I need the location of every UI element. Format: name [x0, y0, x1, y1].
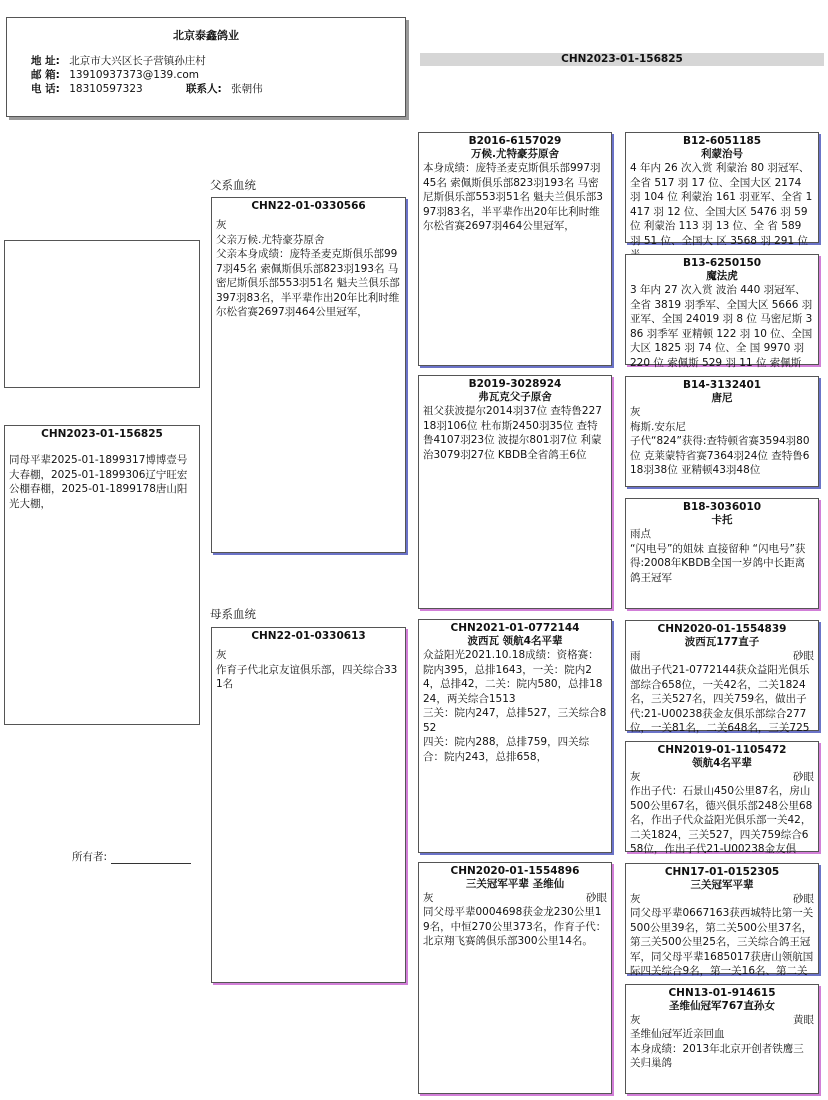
dd-eye: 砂眼 [586, 892, 607, 904]
ggd-ssd-card [625, 254, 819, 369]
loft-phone-row [31, 82, 263, 96]
sire-section-label: 父系血统 [210, 178, 256, 192]
phone-label: 电 话: [31, 83, 60, 95]
sire-card [211, 197, 406, 553]
ss-ring: B2016-6157029 [468, 135, 562, 147]
dss-color-row [626, 649, 818, 663]
dd-ring: CHN2020-01-1554896 [450, 865, 580, 877]
sss-ring: B12-6051185 [682, 135, 762, 147]
dd-color-row [419, 891, 611, 905]
dsd-name: 领航4名平辈 [692, 757, 752, 769]
ggd-sdd-card [625, 498, 819, 609]
owner-label: 所有者: [72, 851, 108, 863]
sss-text: 4 年内 26 次入赏 利蒙治 80 羽冠军、全省 517 羽 17 位、全国大区 2174 羽 104 位 利蒙治 161 羽亚军、全省 1417 羽 12 位、全国大区 5476 羽 59 位 利蒙治 113 羽 13 位、全 省 589 羽 51 位、全国大 区 3568 羽 291 位 [630, 162, 813, 247]
ggs-dss-card [625, 620, 819, 734]
ggd-dsd-card [625, 741, 819, 855]
dds-name: 三关冠军平辈 [690, 879, 754, 891]
dsd-eye: 砂眼 [793, 771, 814, 783]
ss-text: 本身成绩：庞特圣麦克斯俱乐部997羽45名 索佩斯俱乐部823羽193名 马密尼斯俱乐部553羽51名 魁夫兰俱乐部397羽83名，半平辈作出20年比利时维尔松省赛2697羽464公里冠军， [423, 162, 603, 232]
ds-text: 众益阳光2021.10.18成绩：资格赛：院内395，总排1643，一关：院内24，总排42，二关：院内580，总排1824，两关综合1513 三关：院内247，总排527，三关综合852 四关：院内288，总排759，四关综合：院内243，总排658， [423, 649, 607, 763]
ssd-text: 3 年内 27 次入赏 波治 440 羽冠军、全省 3819 羽季军、全国大区 5666 羽亚军、全国 24019 羽 8 位 马密尼斯 386 羽季军 亚精顿 122 羽 10 位、全国大区 1825 羽 74 位、全 国 9970 羽 220 位 索佩斯 529 羽 11 位 索佩斯 [630, 284, 813, 369]
ggs-sss-card [625, 132, 819, 247]
subject-ring: CHN2023-01-156825 [41, 428, 163, 440]
sd-name: 弗瓦克父子原舍 [478, 391, 552, 403]
sss-name: 利蒙治号 [701, 148, 743, 160]
sire-color: 灰 [216, 219, 227, 231]
dss-color: 雨 [630, 650, 641, 662]
ss-name: 万候.尤特豪芬原舍 [471, 148, 559, 160]
address-label: 地 址: [31, 55, 60, 67]
ssd-name: 魔法虎 [706, 270, 738, 282]
ggs-sds-card [625, 376, 819, 487]
sds-ring: B14-3132401 [682, 379, 762, 391]
granddam-maternal-card [418, 862, 612, 1094]
sds-text: 梅斯.安东尼 子代“824”获得:查特顿省赛3594羽80位 克莱蒙特省赛7364羽24位 查特鲁618羽38位 亚精顿43羽48位 [630, 420, 810, 476]
header-ring-bar: CHN2023-01-156825 [420, 53, 824, 66]
dds-color-row [626, 892, 818, 906]
dd-text: 同父母平辈0004698获金龙230公里19名，中恒270公里373名，作育子代：北京翔飞赛鸽俱乐部300公里14名。 [423, 906, 607, 947]
dds-ring: CHN17-01-0152305 [664, 866, 780, 878]
email-value: 13910937373@139.com [69, 69, 199, 81]
sdd-text: “闪电号”的姐妹 直接留种 “闪电号”获得:2008年KBDB全国一岁鸽中长距离鸽王冠军 [630, 542, 806, 584]
dss-text: 做出子代21-0772144获众益阳光俱乐部综合658位，一关42名，二关1824名，三关527名，四关759名，做出子代:21-U00238获金友俱乐部综合277位，一关81名，二关648名，三关725 [630, 664, 810, 734]
owner-row [72, 849, 191, 864]
loft-email-row [31, 68, 199, 82]
dds-eye: 砂眼 [793, 893, 814, 905]
loft-info-panel [6, 17, 406, 117]
ssd-ring: B13-6250150 [682, 257, 762, 269]
granddam-paternal-card [418, 375, 612, 609]
pigeon-photo-frame [4, 240, 200, 388]
dam-color: 灰 [216, 649, 227, 661]
sd-ring: B2019-3028924 [468, 378, 562, 390]
dsd-text: 作出子代：石景山450公里87名，房山500公里67名，德兴俱乐部248公里68名，作出子代众益阳光俱乐部一关42，二关1824，三关527，四关759综合658位，作出子代21-U00238金友俱 [630, 785, 813, 855]
dam-text: 作育子代北京友谊俱乐部，四关综合331名 [216, 663, 398, 690]
grandsire-maternal-card [418, 619, 612, 853]
dss-name: 波西瓦177直子 [684, 636, 760, 648]
dsd-color: 灰 [630, 771, 641, 783]
dss-eye: 砂眼 [793, 650, 814, 662]
address-value: 北京市大兴区长子营镇孙庄村 [69, 55, 206, 67]
dam-card [211, 627, 406, 983]
ddd-ring: CHN13-01-914615 [668, 987, 776, 999]
ggs-dds-card [625, 863, 819, 977]
ddd-text: 圣维仙冠军近亲回血 本身成绩：2013年北京开创者铁鹰三关归巢鸽 [630, 1028, 804, 1069]
contact-label: 联系人: [186, 83, 222, 95]
dds-text: 同父母平辈0667163获西城特比第一关500公里39名，第二关500公里37名，第三关500公里25名，三关综合鸽王冠军，同父母平辈1685017获唐山领航国际四关综合9名，第一关16名、第二关 [630, 907, 814, 977]
sire-ring: CHN22-01-0330566 [251, 200, 366, 212]
ds-ring: CHN2021-01-0772144 [450, 622, 580, 634]
dam-section-label: 母系血统 [210, 607, 256, 621]
loft-title: 北京泰鑫鸽业 [173, 29, 239, 42]
dd-color: 灰 [423, 892, 434, 904]
sdd-ring: B18-3036010 [682, 501, 762, 513]
sds-name: 唐尼 [711, 392, 733, 404]
ddd-eye: 黄眼 [793, 1014, 814, 1026]
ggd-ddd-card [625, 984, 819, 1094]
ds-name: 波西瓦 领航4名平辈 [467, 635, 563, 647]
dds-color: 灰 [630, 893, 641, 905]
phone-value: 18310597323 [69, 83, 143, 95]
dsd-color-row [626, 770, 818, 784]
subject-text: 同母平辈2025-01-1899317博博壹号大春棚，2025-01-1899306辽宁旺宏公棚春棚，2025-01-1899178唐山阳光大棚， [9, 454, 188, 510]
email-label: 邮 箱: [31, 69, 60, 81]
dam-ring: CHN22-01-0330613 [251, 630, 366, 642]
dsd-ring: CHN2019-01-1105472 [657, 744, 787, 756]
ddd-color: 灰 [630, 1014, 641, 1026]
sd-text: 祖父获波提尔2014羽37位 查特鲁22718羽106位 杜布斯2450羽35位 查特鲁4107羽23位 波提尔801羽7位 利蒙治3079羽27位 KBDB全省鸽王6位 [423, 405, 602, 461]
sdd-color: 雨点 [630, 528, 651, 540]
contact-value: 张朝伟 [231, 83, 263, 95]
grandsire-paternal-card [418, 132, 612, 366]
ddd-color-row [626, 1013, 818, 1027]
sire-text: 父亲万候.尤特豪芬原舍 父亲本身成绩：庞特圣麦克斯俱乐部997羽45名 索佩斯俱乐部823羽193名 马密尼斯俱乐部553羽51名 魁夫兰俱乐部397羽83名，半平辈作出20年比利时维尔松省赛2697羽464公里冠军， [216, 233, 400, 318]
ddd-name: 圣维仙冠军767直孙女 [669, 1000, 775, 1012]
subject-pigeon-card [4, 425, 200, 725]
loft-address-row [31, 54, 206, 68]
dss-ring: CHN2020-01-1554839 [657, 623, 787, 635]
sds-color: 灰 [630, 406, 641, 418]
dd-name: 三关冠军平辈 圣维仙 [465, 878, 565, 890]
sdd-name: 卡托 [711, 514, 733, 526]
owner-signature-line [111, 854, 191, 864]
